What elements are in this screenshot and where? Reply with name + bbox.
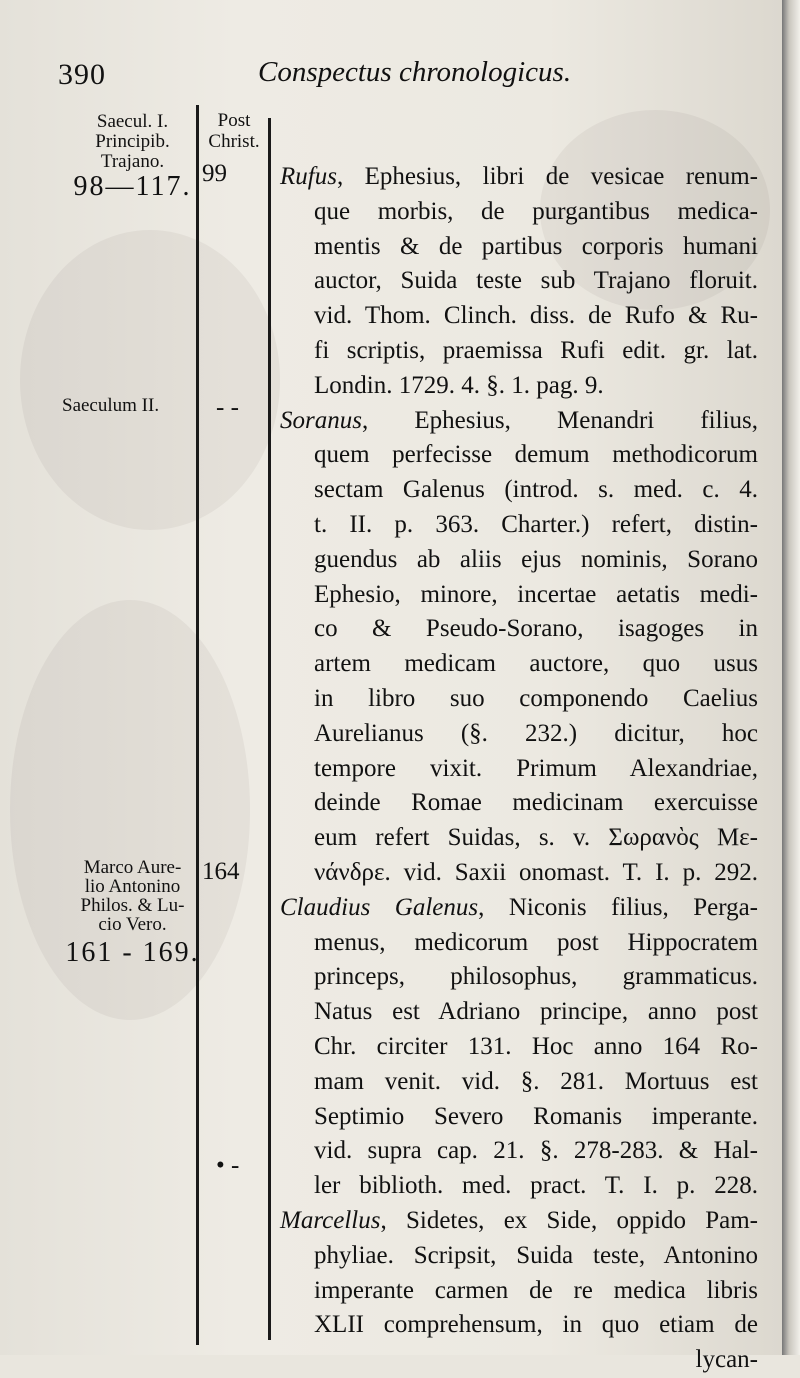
era-year-range: 161 - 169. [65,937,200,968]
era-label-line: Principib. [95,131,170,152]
era-block-marcus-aurelius [60,858,205,968]
catchword: lycan- [695,1346,758,1374]
text-line: XLII comprehensum, in quo etiam de [314,1311,758,1339]
era-label-line: Saeculum II. [62,395,160,416]
text-line [280,160,758,195]
text-line: deinde Romae medicinam exercuisse [314,789,758,817]
year-marcellus: • - [216,1152,240,1179]
text-line: tempore vixit. Primum Alexandriae, [314,754,758,782]
text-line [280,1204,758,1239]
text-line: t. II. p. 363. Charter.) refert, distin- [314,510,758,538]
year-soranus: - - [216,394,239,421]
text-line: Aurelianus (§. 232.) dicitur, hoc [314,719,758,747]
text-line: quem perfecisse demum methodicorum [314,441,758,469]
text-line: mam venit. vid. §. 281. Mortuus est [314,1067,758,1095]
text-line: Chr. circiter 131. Hoc anno 164 Ro- [314,1032,758,1060]
entry-name: Soranus [280,406,362,434]
entry-name: Rufus [280,163,337,190]
text-line: mentis & de partibus corporis humani [314,232,758,260]
era-label-line: cio Vero. [98,914,167,935]
text-line: Ephesio, minore, incertae aetatis medi- [314,580,758,608]
text-line: auctor, Suida teste sub Trajano floruit. [314,267,758,295]
column-rule-left [196,105,199,1345]
page-number: 390 [58,58,106,91]
text-line: vid. supra cap. 21. §. 278-283. & Hal- [314,1137,758,1165]
text-line: sectam Galenus (introd. s. med. c. 4. [314,476,758,504]
text-line: Septimio Severo Romanis imperante. [314,1102,758,1130]
text-line: fi scriptis, praemissa Rufi edit. gr. lat. [314,336,758,364]
text-line: ler biblioth. med. pract. T. I. p. 228. [314,1172,758,1200]
era-label-line: Saecul. I. [96,111,169,132]
text-line: Natus est Adriano principe, anno post [314,998,758,1026]
year-galenus: 164 [202,858,240,885]
text-line: menus, medicorum post Hippocratem [314,928,758,956]
era-block-century-two [62,396,207,416]
text-line: imperante carmen de re medica libris [314,1276,758,1304]
text-line: νάνδρε. vid. Saxii onomast. T. I. p. 292. [314,858,758,886]
post-christ-heading [200,110,268,152]
line-text: , Ephesius, libri de vesicae renum- [336,163,758,190]
main-text [280,160,758,1378]
page-edge-shadow [782,0,800,1355]
line-text: , Ephesius, Menandri filius, [361,406,758,434]
year-rufus: 99 [202,160,227,187]
entry-name: Claudius Galenus [280,893,479,921]
era-label-line: Philos. & Lu- [80,895,185,916]
running-title: Conspectus chronologicus. [258,56,572,88]
text-line: Londin. 1729. 4. §. 1. pag. 9. [314,371,604,399]
post-heading-line: Post [217,110,251,131]
era-block-trajan [60,112,205,202]
line-text: , Sidetes, ex Side, oppido Pam- [380,1206,758,1234]
text-line: princeps, philosophus, grammaticus. [314,963,758,991]
post-heading-line: Christ. [208,131,260,152]
text-line: guendus ab aliis ejus nominis, Sorano [314,545,758,573]
text-line [280,891,758,926]
era-label-line: Marco Aure- [83,857,182,878]
era-label-line: lio Antonino [84,876,181,897]
era-label-line: Trajano. [100,151,165,172]
text-line: phyliae. Scripsit, Suida teste, Antonino [314,1241,758,1269]
text-line: in libro suo componendo Caelius [314,684,758,712]
text-line: vid. Thom. Clinch. diss. de Rufo & Ru- [314,302,758,330]
text-line: co & Pseudo-Sorano, isagoges in [314,615,758,643]
era-year-range: 98—117. [73,171,192,202]
line-text: , Niconis filius, Perga- [478,893,758,921]
bleed-through-mark [20,230,280,530]
entry-name: Marcellus [280,1206,381,1234]
text-line: que morbis, de purgantibus medica- [314,197,758,225]
text-line: artem medicam auctore, quo usus [314,650,758,678]
text-line: eum refert Suidas, s. v. Σωρανὸς Με- [314,824,758,852]
text-line [280,404,758,439]
